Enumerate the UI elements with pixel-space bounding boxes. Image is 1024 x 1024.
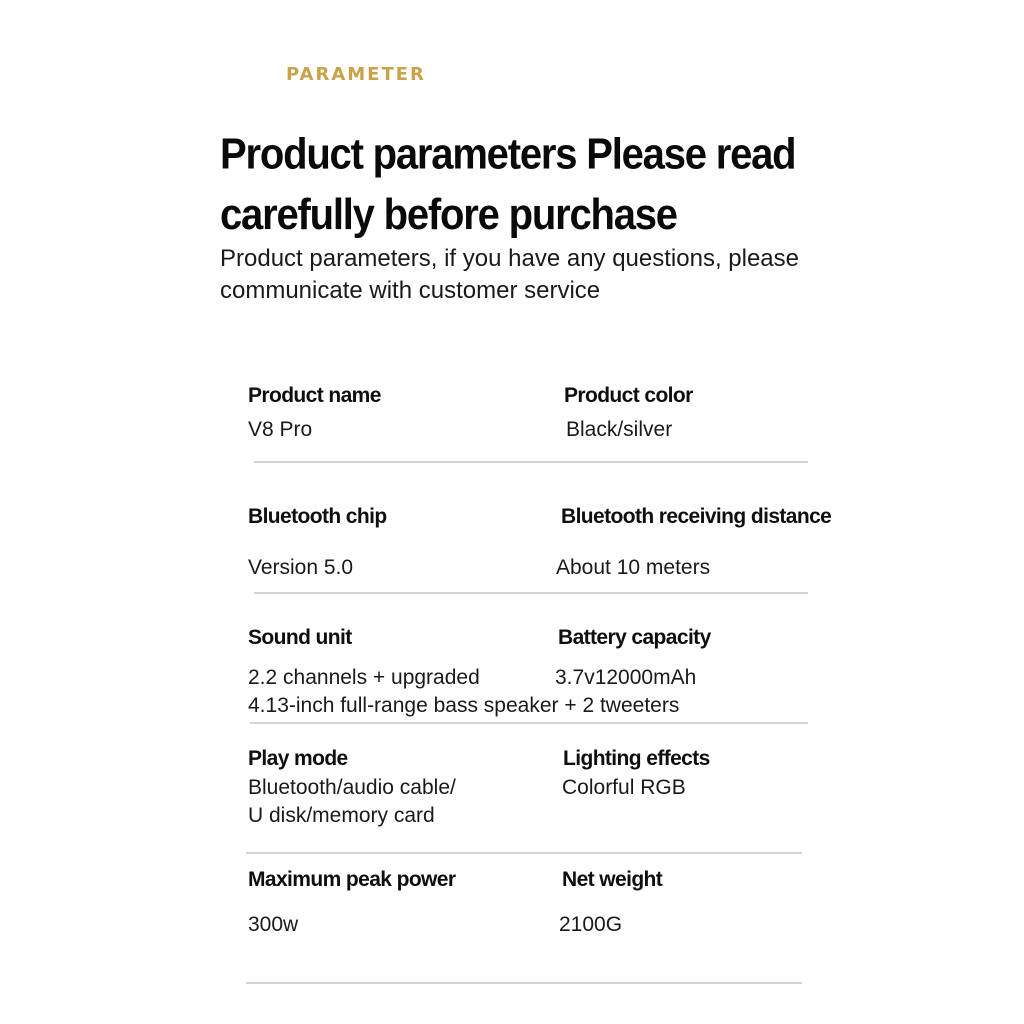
page-subtitle-line-1: Product parameters, if you have any questions, please: [220, 245, 799, 272]
row-divider-2: [254, 592, 808, 594]
play-mode-value: [248, 774, 456, 830]
bluetooth-chip-value: Version 5.0: [248, 556, 354, 579]
net-weight-value: 2100G: [559, 913, 623, 936]
row-divider-4: [246, 852, 802, 854]
lighting-effects-value: Colorful RGB: [562, 776, 686, 799]
bluetooth-chip-label: Bluetooth chip: [248, 505, 387, 528]
bluetooth-distance-label: Bluetooth receiving distance: [561, 505, 832, 528]
net-weight-label: Net weight: [562, 868, 663, 891]
max-peak-power-value: 300w: [248, 913, 299, 936]
sound-unit-label: Sound unit: [248, 626, 352, 649]
play-mode-value-line-1: Bluetooth/audio cable/: [248, 776, 456, 799]
page-title-line-1: Product parameters Please read: [220, 130, 796, 178]
sound-unit-value-line-2: 4.13-inch full-range bass speaker + 2 tweeters: [248, 694, 680, 717]
product-name-value: V8 Pro: [248, 418, 313, 441]
play-mode-label: Play mode: [248, 747, 348, 770]
page-title: [220, 124, 940, 245]
product-color-value: Black/silver: [566, 418, 673, 441]
page-subtitle-line-2: communicate with customer service: [220, 277, 601, 304]
lighting-effects-label: Lighting effects: [563, 747, 710, 770]
sound-unit-value-line-1: 2.2 channels + upgraded: [248, 666, 480, 689]
product-color-label: Product color: [564, 384, 693, 407]
row-divider-3: [250, 722, 808, 724]
bluetooth-distance-value: About 10 meters: [556, 556, 711, 579]
row-divider-5: [246, 982, 802, 984]
page-title-line-2: carefully before purchase: [220, 190, 677, 239]
battery-capacity-label: Battery capacity: [558, 626, 711, 649]
max-peak-power-label: Maximum peak power: [248, 868, 456, 891]
battery-capacity-value: 3.7v12000mAh: [555, 666, 697, 689]
row-divider-1: [254, 461, 808, 463]
product-name-label: Product name: [248, 384, 381, 407]
play-mode-value-line-2: U disk/memory card: [248, 804, 435, 827]
eyebrow-label: PARAMETER: [286, 64, 426, 85]
page-subtitle: [220, 243, 920, 307]
